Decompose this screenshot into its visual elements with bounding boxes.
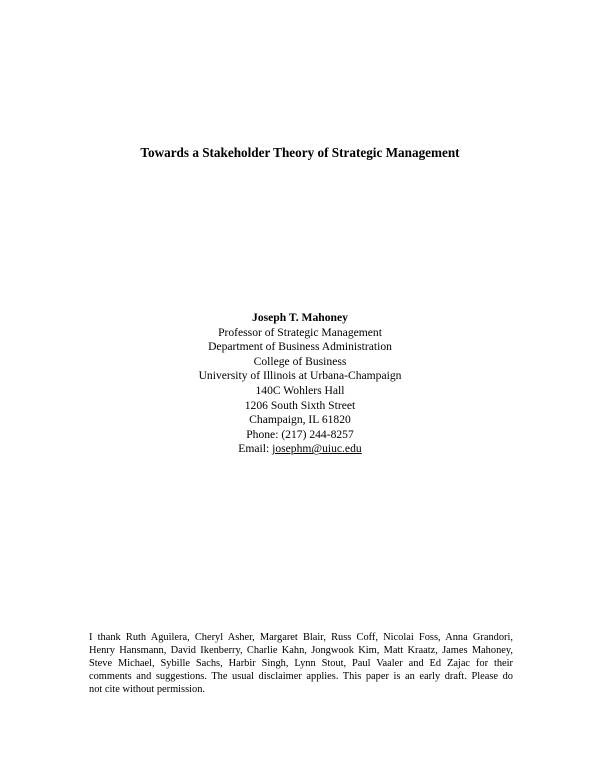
acknowledgement-line: Steve Michael, Sybille Sachs, Harbir Singh, Lynn Stout, Paul Vaaler and Ed Zajac for their	[89, 658, 513, 670]
address-line-2: 1206 South Sixth Street	[244, 398, 356, 412]
acknowledgement-line: Henry Hansmann, David Ikenberry, Charlie Kahn, Jongwook Kim, Matt Kraatz, James Mahoney,	[89, 645, 513, 657]
city-state-zip: Champaign, IL 61820	[249, 413, 351, 427]
author-block	[0, 311, 600, 457]
acknowledgement-line: I thank Ruth Aguilera, Cheryl Asher, Margaret Blair, Russ Coff, Nicolai Foss, Anna Grandori,	[89, 632, 513, 643]
author-position: Professor of Strategic Management	[218, 325, 382, 339]
address-line-1: 140C Wohlers Hall	[255, 383, 345, 397]
author-department: Department of Business Administration	[208, 340, 392, 354]
acknowledgement-line: not cite without permission.	[89, 684, 206, 696]
author-university: University of Illinois at Urbana-Champaign	[198, 369, 402, 383]
email-link[interactable]: josephm@uiuc.edu	[272, 442, 362, 456]
acknowledgement-line: comments and suggestions. The usual disclaimer applies. This paper is an early draft. Please do	[89, 671, 513, 683]
email-label: Email:	[238, 442, 273, 456]
email-line	[0, 442, 600, 457]
author-name: Joseph T. Mahoney	[252, 311, 348, 324]
author-college: College of Business	[253, 354, 347, 368]
phone-number: Phone: (217) 244-8257	[246, 427, 354, 441]
paper-title: Towards a Stakeholder Theory of Strategic Management	[140, 145, 460, 160]
acknowledgement-paragraph	[89, 631, 513, 696]
